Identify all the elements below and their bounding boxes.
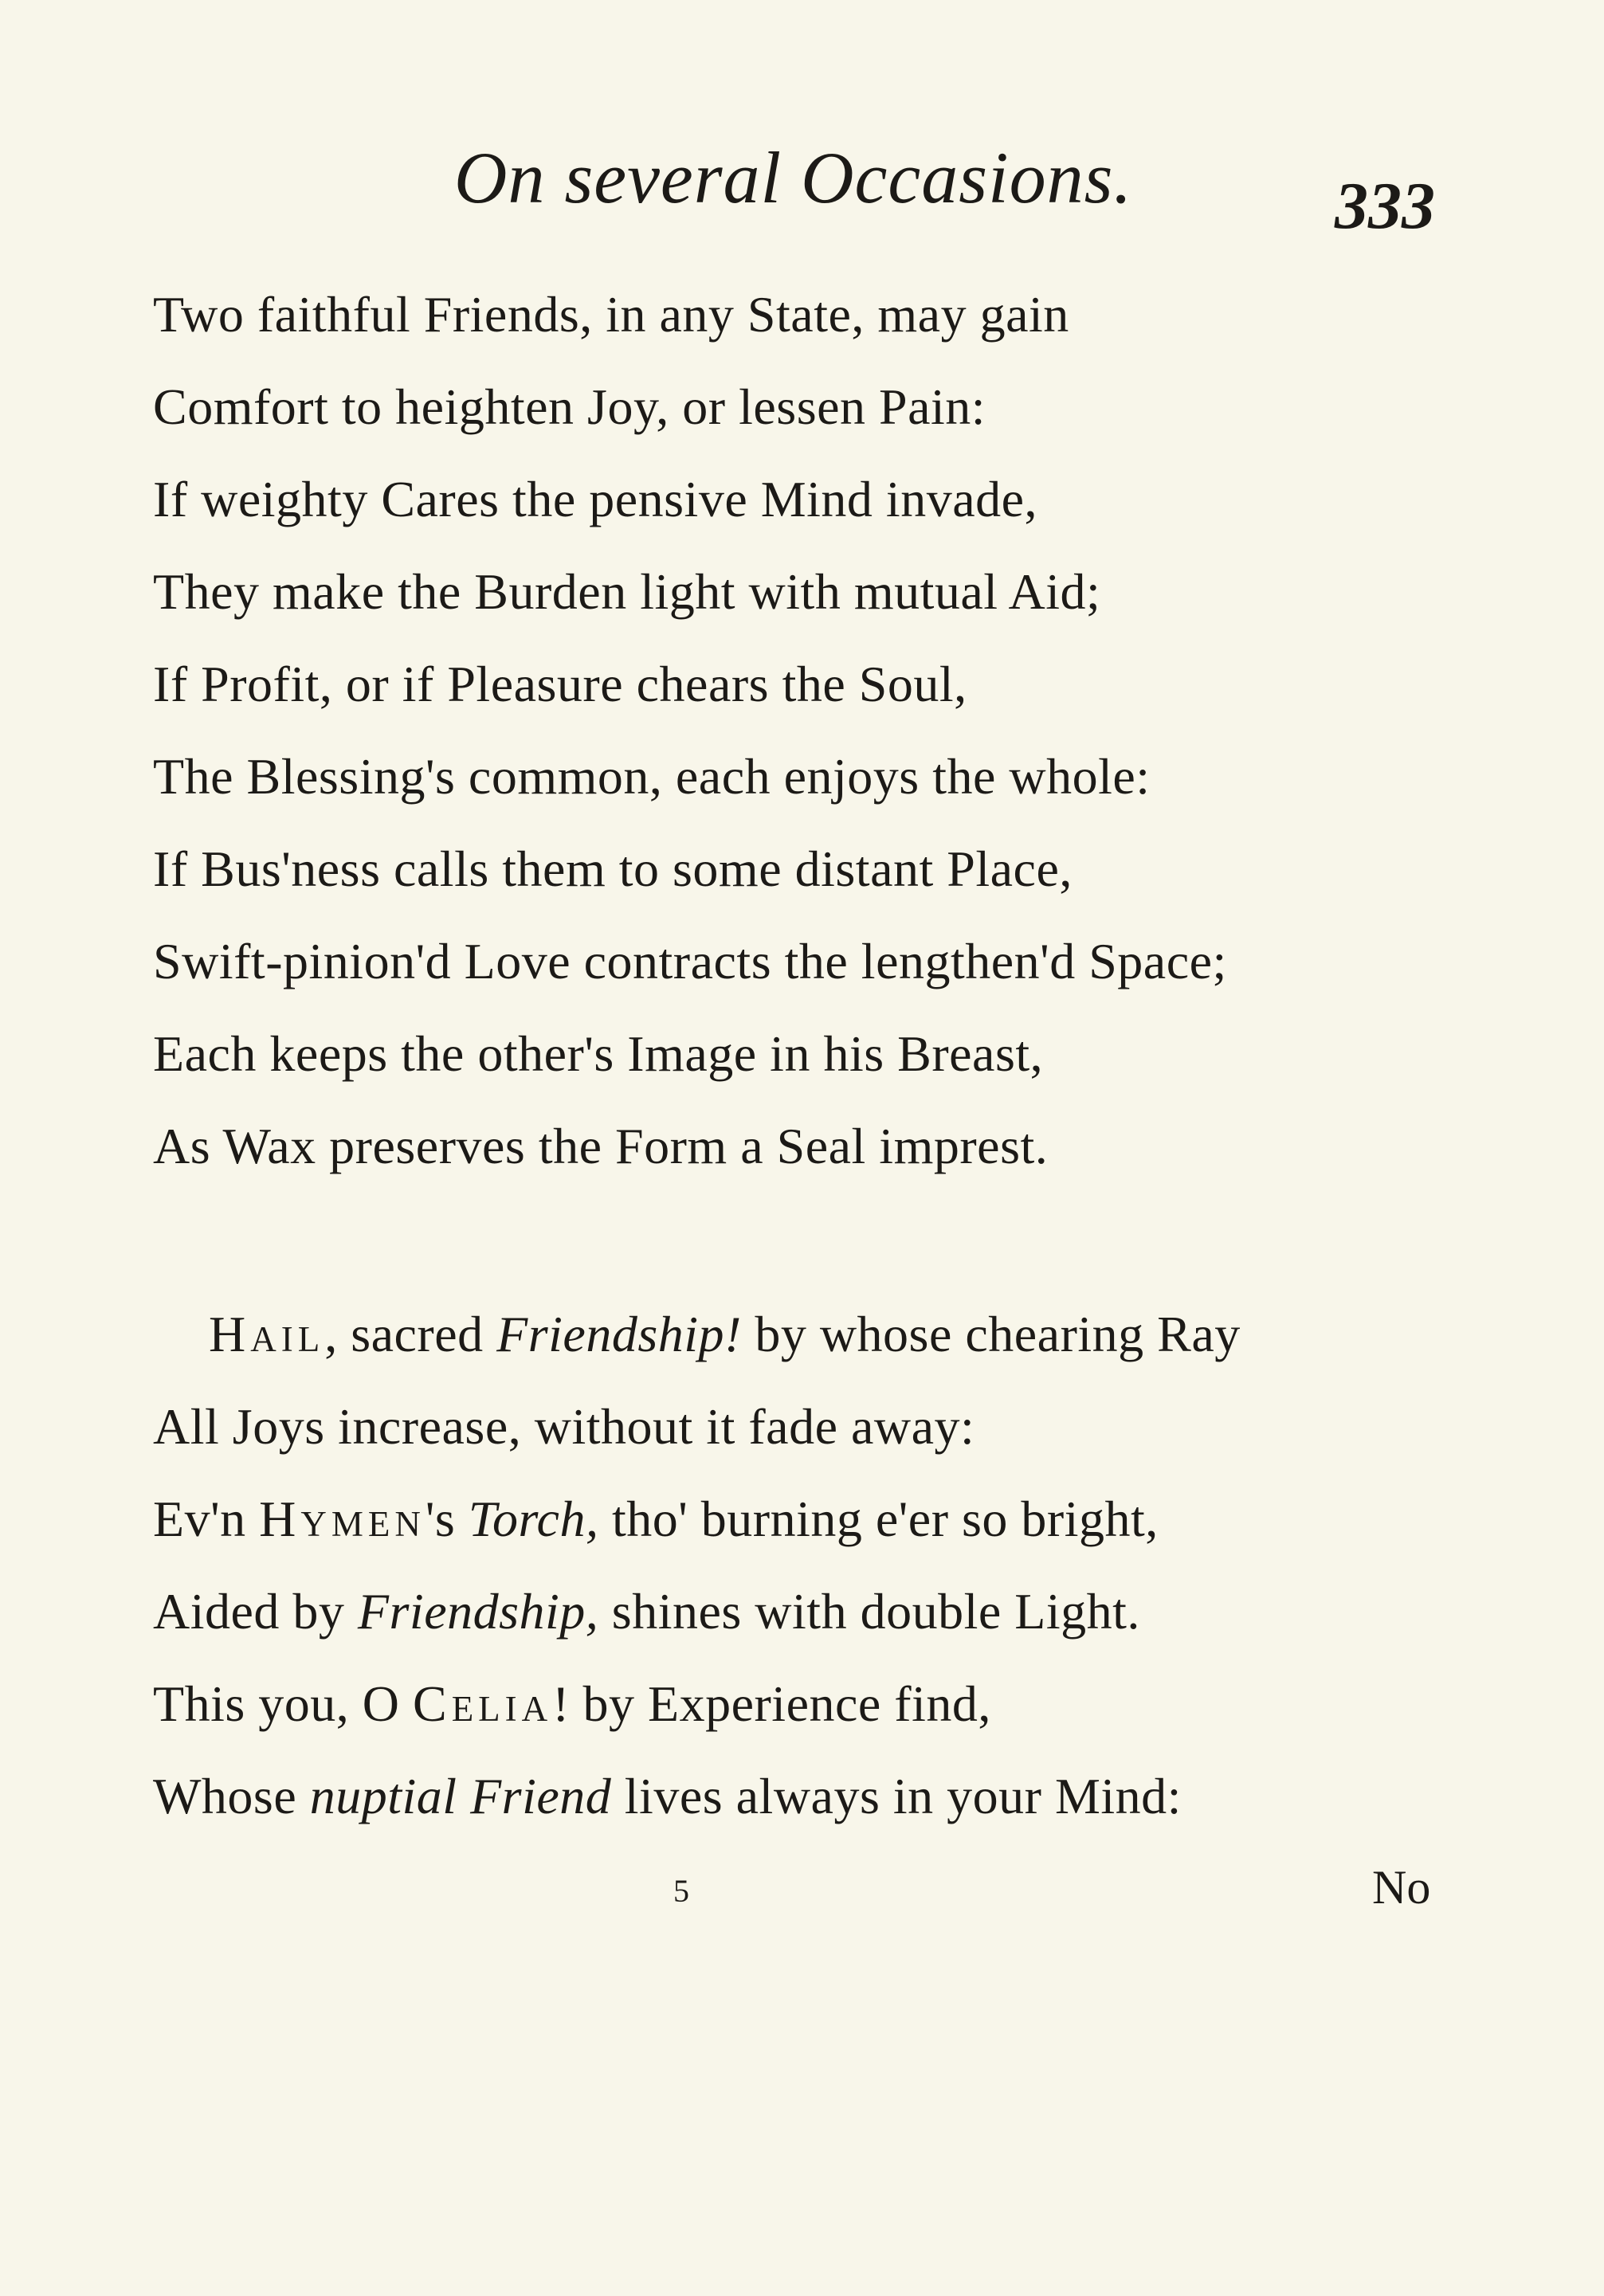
- verse-line: Comfort to heighten Joy, or lessen Pain:: [153, 378, 986, 435]
- verse-line: The Blessing's common, each enjoys the whole:: [153, 748, 1151, 805]
- verse-line: If Bus'ness calls them to some distant Place,: [153, 840, 1073, 897]
- verse-text: tho' burning e'er so bright,: [598, 1491, 1159, 1547]
- page-number: 333: [1335, 169, 1435, 243]
- italic-word: nuptial Friend: [309, 1768, 612, 1824]
- verse-line: [153, 1487, 1241, 1580]
- verse-line: They make the Burden light with mutual Aid;: [153, 563, 1101, 620]
- verse-line: Two faithful Friends, in any State, may gain: [153, 286, 1069, 343]
- small-caps-word: Hail: [209, 1306, 325, 1362]
- stanza-1: [153, 283, 1227, 1207]
- signature-mark: 5: [673, 1873, 689, 1909]
- verse-text: shines with double Light.: [598, 1583, 1140, 1640]
- verse-line: If Profit, or if Pleasure chears the Soul,: [153, 656, 967, 712]
- verse-line: Each keeps the other's Image in his Breast,: [153, 1025, 1044, 1082]
- verse-text: lives always in your Mind:: [611, 1768, 1182, 1824]
- catchword: No: [1372, 1861, 1431, 1914]
- verse-text: This you, O: [153, 1675, 413, 1732]
- verse-text: Aided by: [153, 1583, 358, 1640]
- stanza-2: [153, 1303, 1241, 1857]
- verse-line: Swift-pinion'd Love contracts the lengthen'd Space;: [153, 933, 1227, 989]
- italic-word: Friendship,: [357, 1583, 599, 1640]
- verse-text: Ev'n: [153, 1491, 260, 1547]
- verse-text: Whose: [153, 1768, 310, 1824]
- verse-line: If weighty Cares the pensive Mind invade,: [153, 471, 1037, 527]
- verse-text: by whose chearing Ray: [741, 1306, 1241, 1362]
- verse-text: , sacred: [324, 1306, 497, 1362]
- verse-line: [153, 1303, 1241, 1395]
- verse-text: 's: [425, 1491, 469, 1547]
- small-caps-word: Celia: [413, 1675, 553, 1732]
- verse-line: [153, 1580, 1241, 1672]
- verse-line: As Wax preserves the Form a Seal imprest.: [153, 1118, 1049, 1174]
- verse-line: [153, 1672, 1241, 1765]
- small-caps-word: Hymen: [259, 1491, 426, 1547]
- verse-line: [153, 1765, 1241, 1857]
- italic-word: Torch,: [468, 1491, 599, 1547]
- italic-word: Friendship!: [496, 1306, 742, 1362]
- verse-text: ! by Experience find,: [552, 1675, 991, 1732]
- verse-line: All Joys increase, without it fade away:: [153, 1398, 975, 1455]
- running-title: On several Occasions.: [454, 137, 1133, 218]
